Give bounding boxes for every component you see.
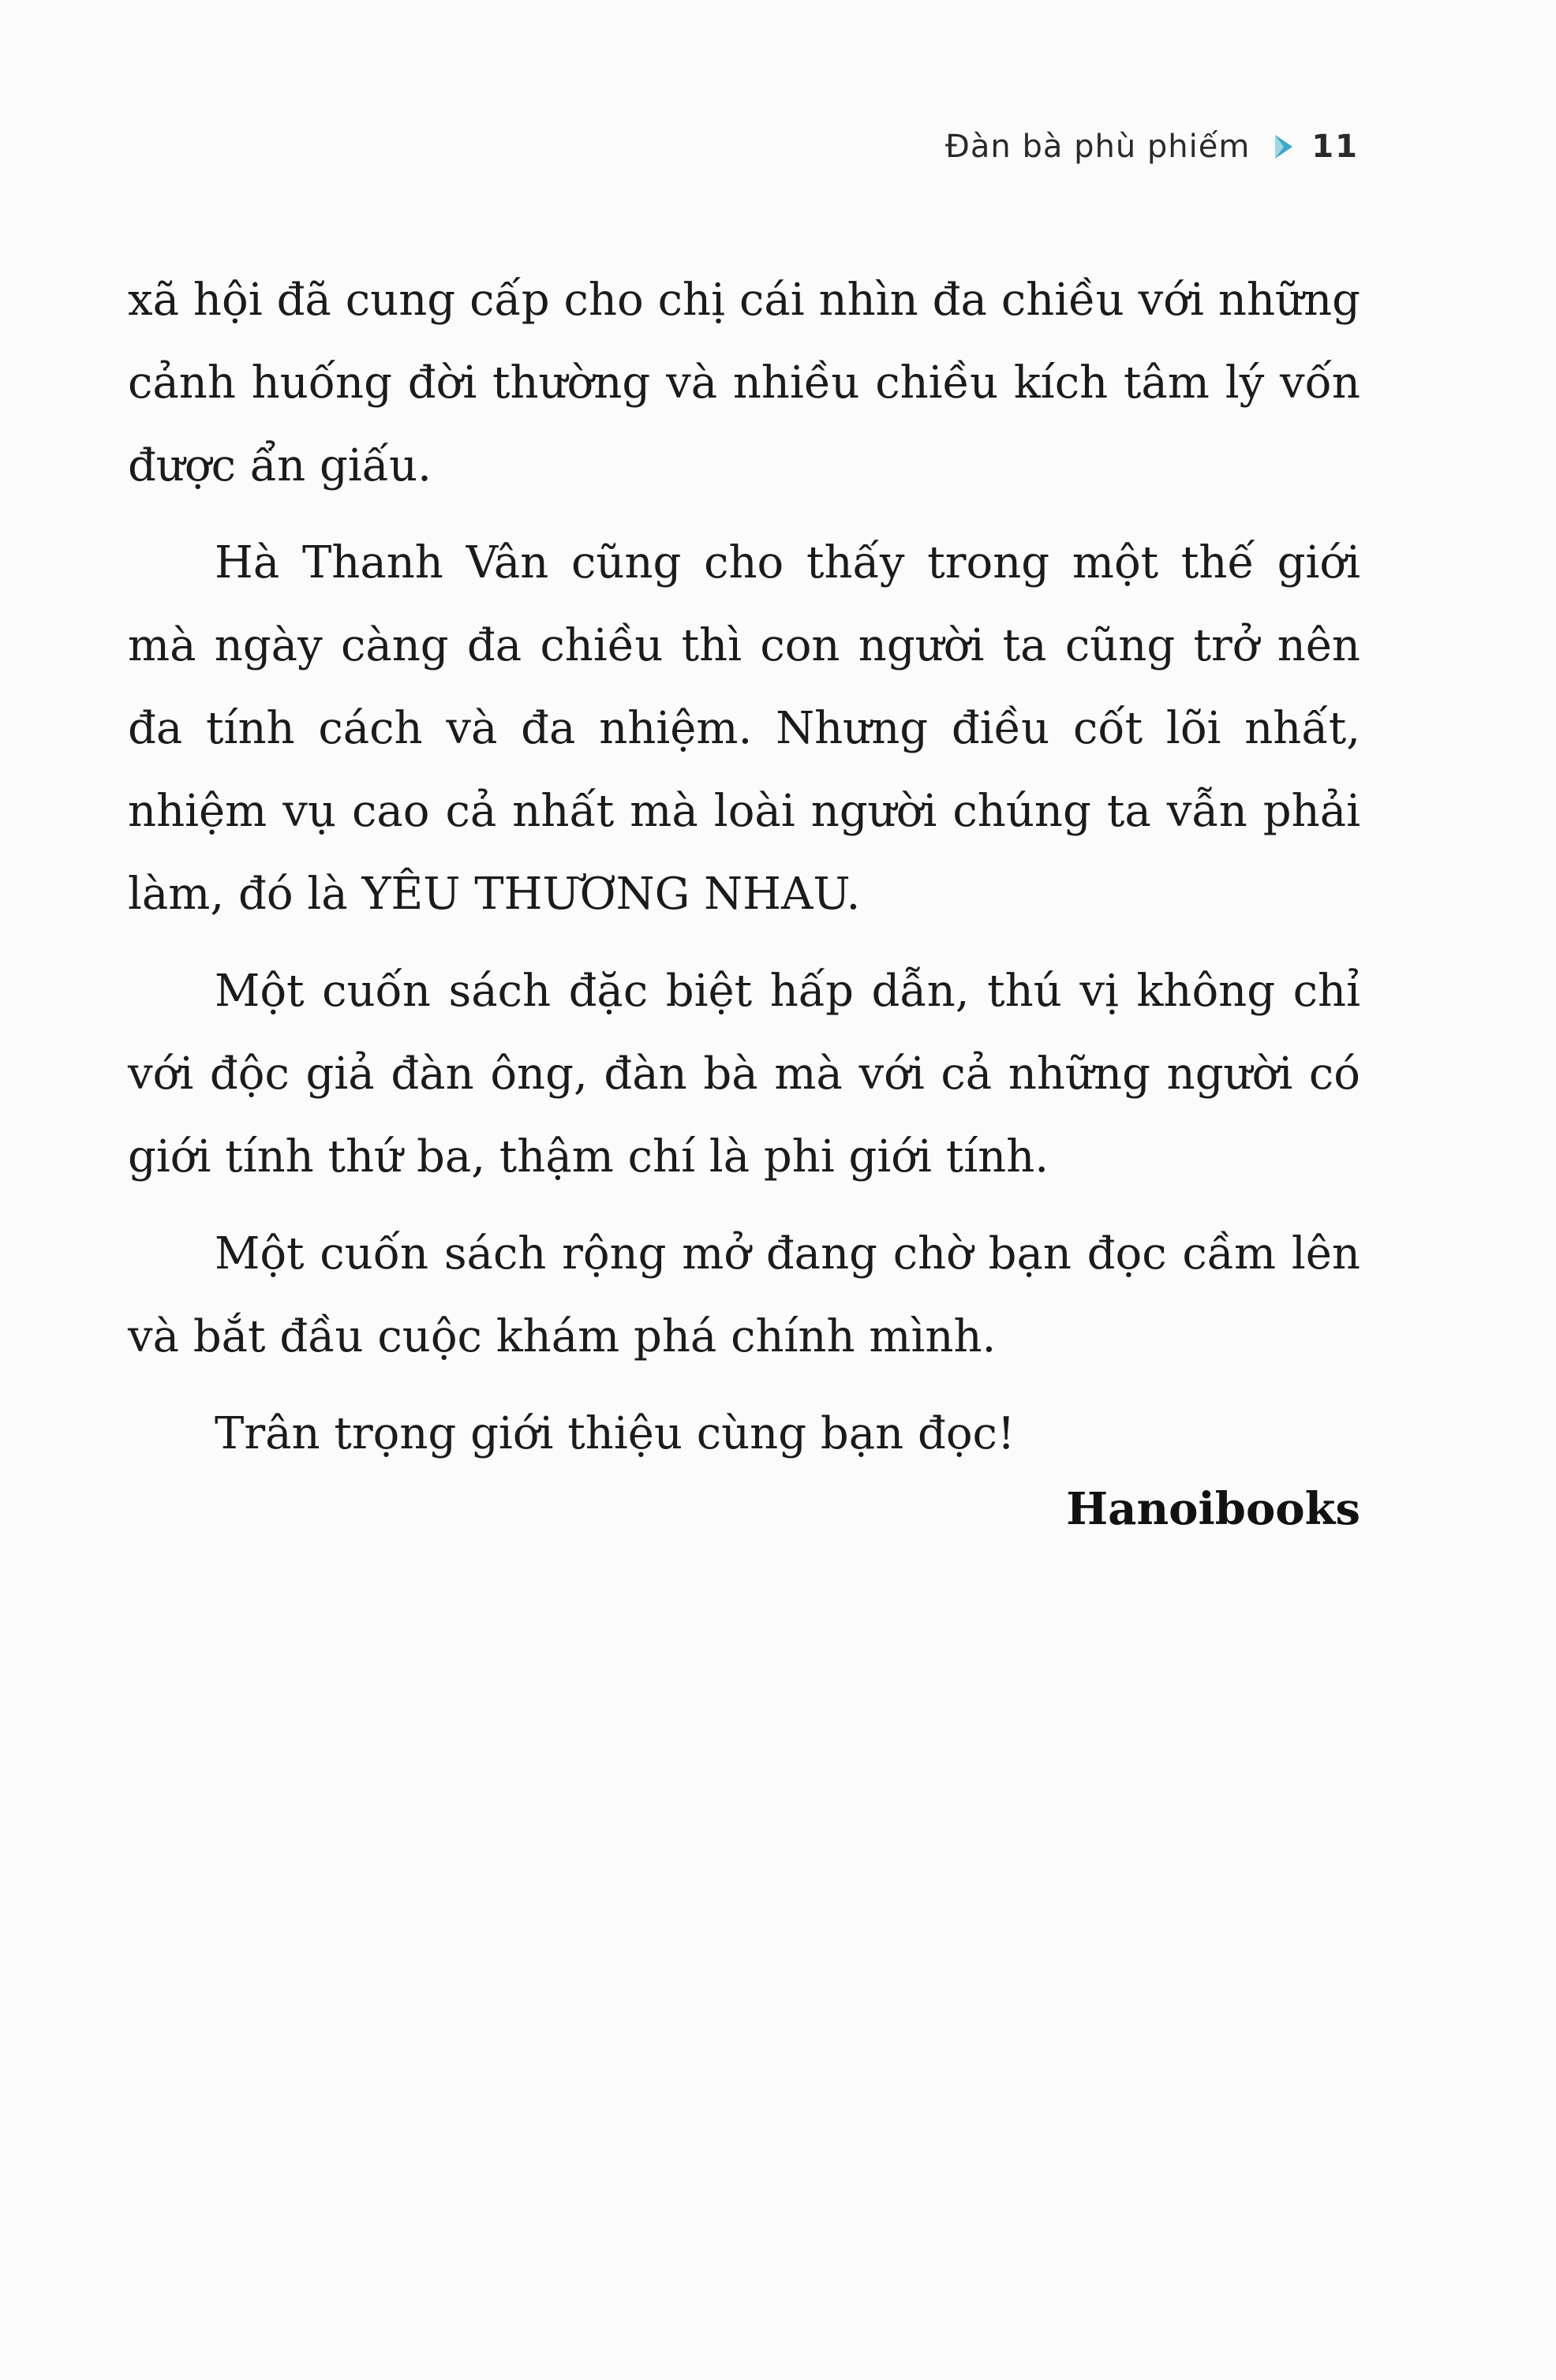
paragraph: Một cuốn sách rộng mở đang chờ bạn đọc cầm lên và bắt đầu cuộc khám phá chính mình. (128, 1228, 1360, 1362)
publisher-signature: Hanoibooks (1066, 1483, 1360, 1535)
triangle-right-icon (1274, 133, 1294, 160)
page-number: 11 (1311, 129, 1359, 165)
body-text (128, 259, 1360, 1489)
paragraph: Trân trọng giới thiệu cùng bạn đọc! (215, 1408, 1016, 1459)
paragraph: Một cuốn sách đặc biệt hấp dẫn, thú vị không chỉ với độc giả đàn ông, đàn bà mà với cả những người có giới tính thứ ba, thậm chí là phi giới tính. (128, 966, 1360, 1183)
paragraph: xã hội đã cung cấp cho chị cái nhìn đa chiều với những cảnh huống đời thường và nhiều chiều kích tâm lý vốn được ẩn giấu. (128, 275, 1360, 491)
book-title: Đàn bà phù phiếm (944, 129, 1251, 165)
running-header (945, 129, 1359, 165)
paragraph: Hà Thanh Vân cũng cho thấy trong một thế giới mà ngày càng đa chiều thì con người ta cũng trở nên đa tính cách và đa nhiệm. Nhưng điều cốt lõi nhất, nhiệm vụ cao cả nhất mà loài người chúng ta vẫn phải làm, đó là YÊU THƯƠNG NHAU. (128, 537, 1360, 920)
